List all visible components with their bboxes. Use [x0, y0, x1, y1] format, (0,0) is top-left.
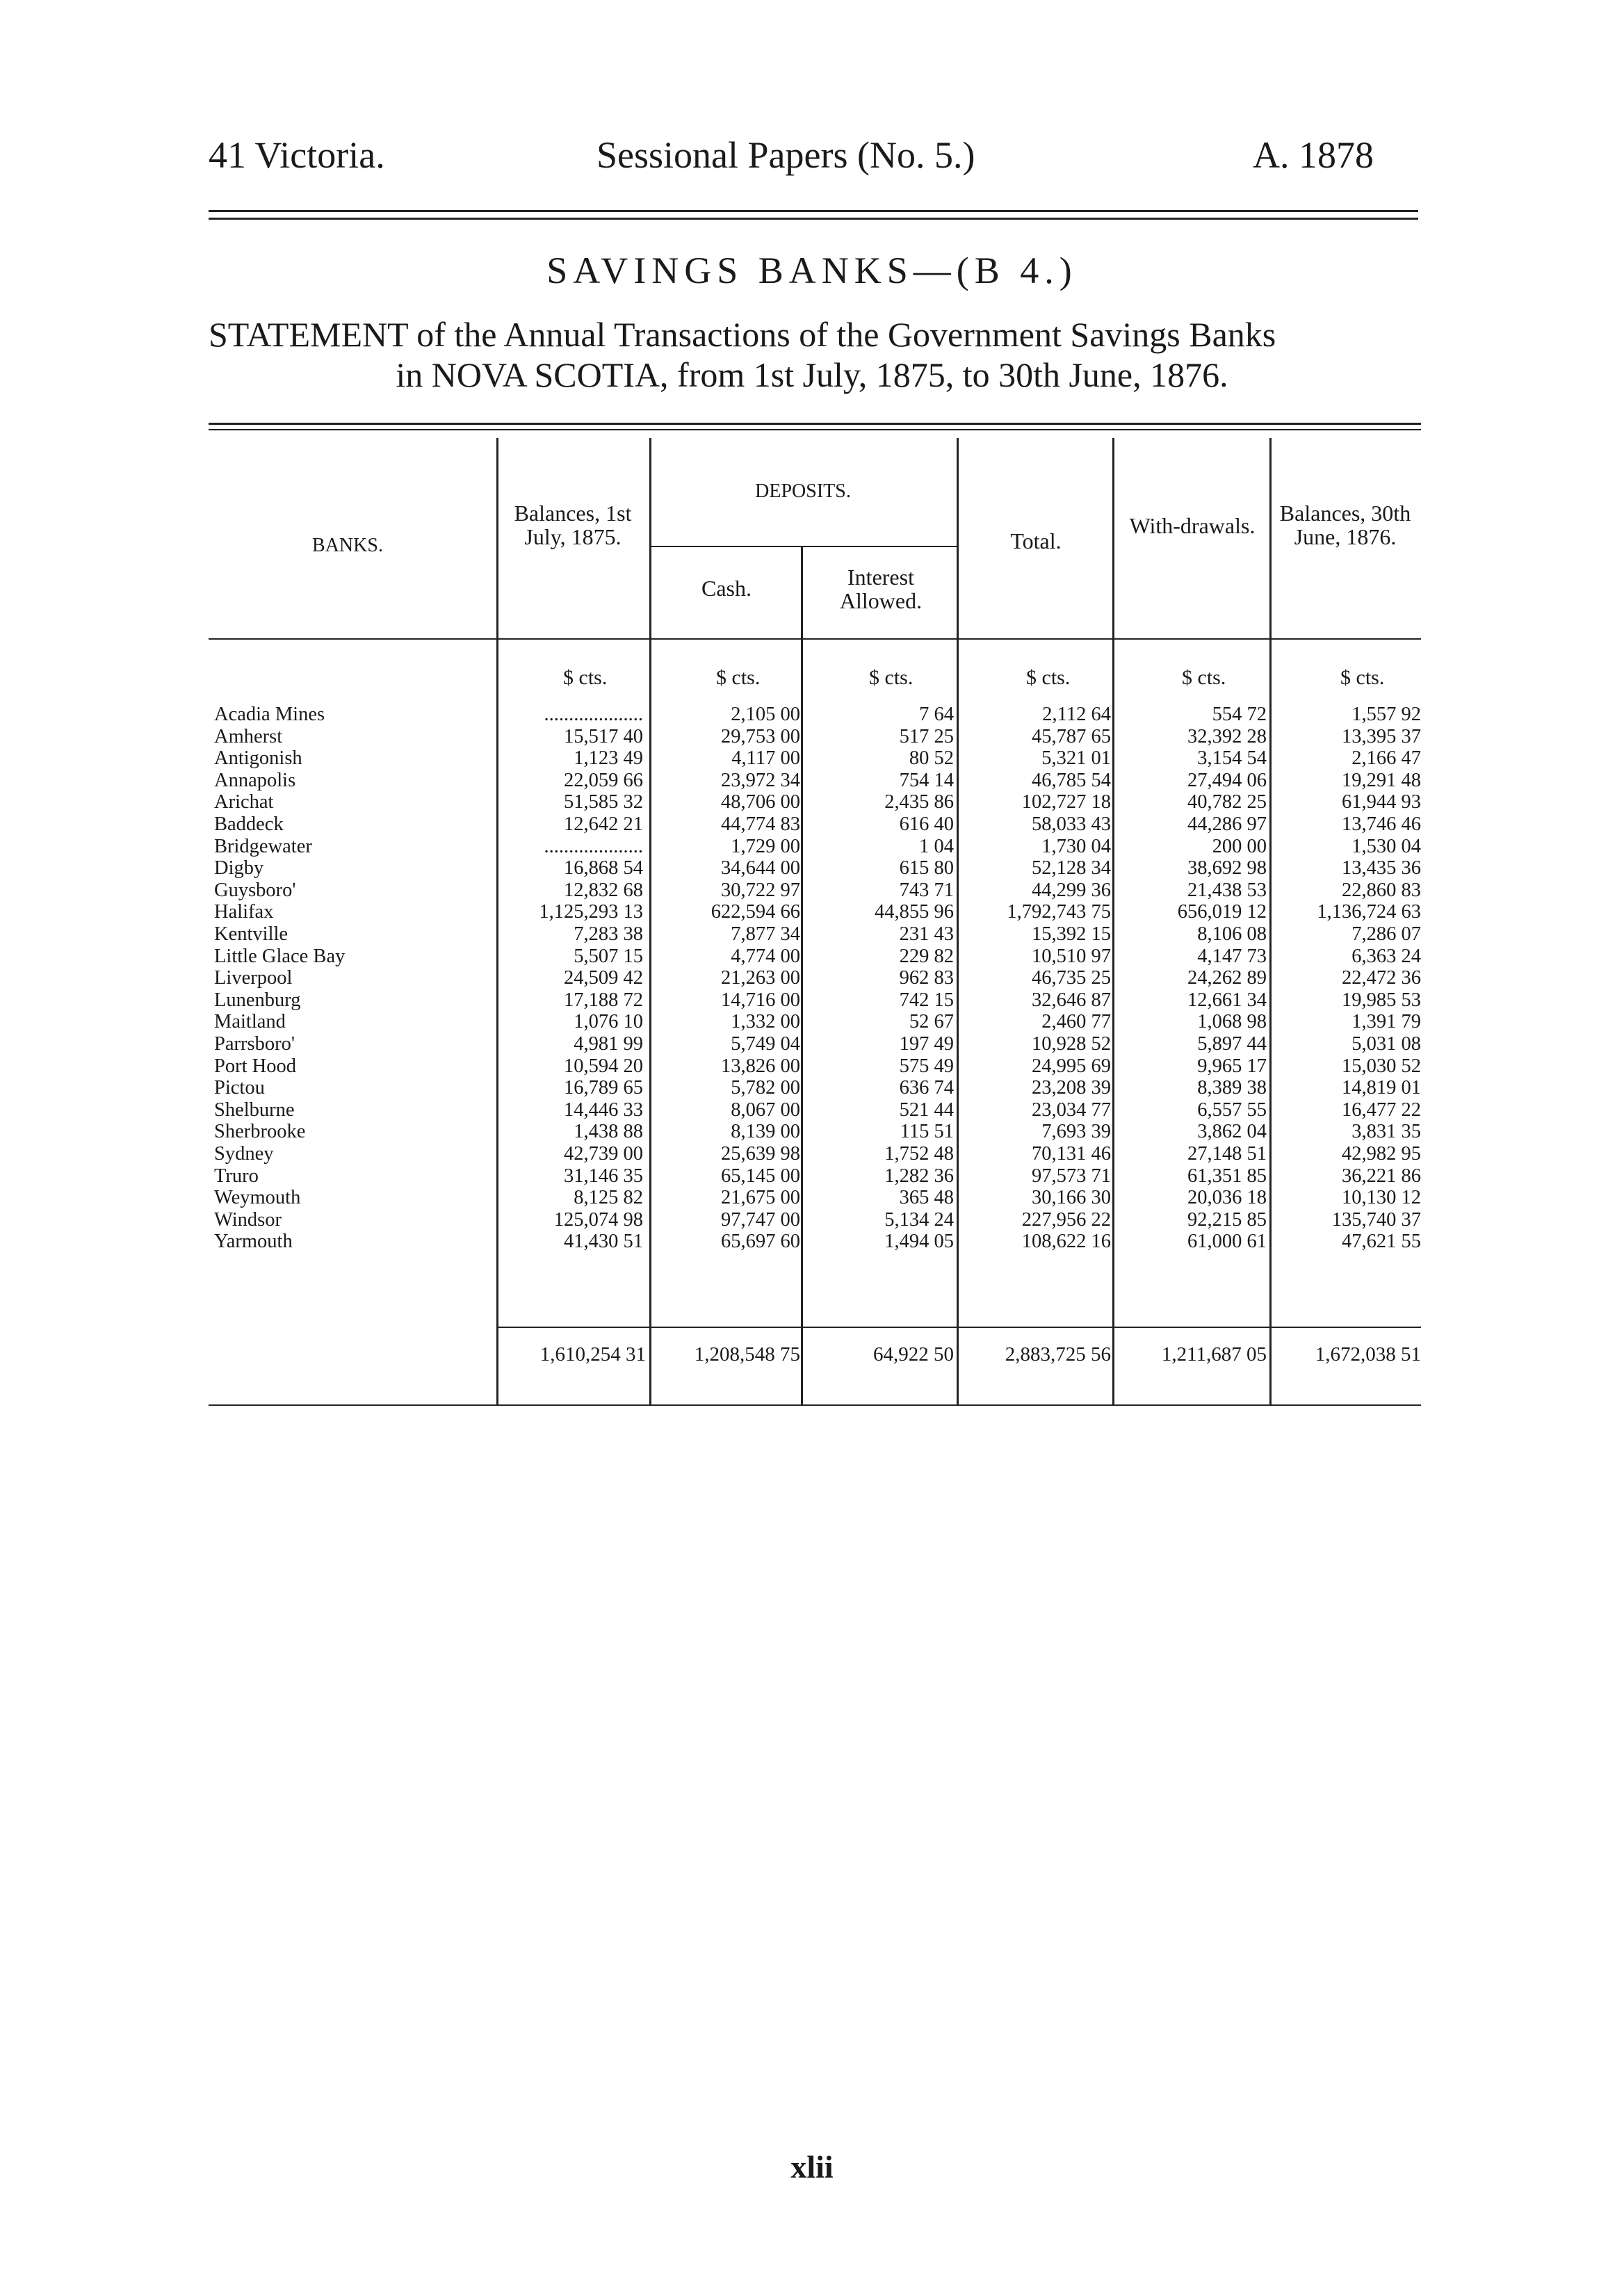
cell-cash: 1,332 00 [731, 1011, 800, 1033]
cell-withdrawals: 4,147 73 [1197, 945, 1267, 967]
table-row [209, 1011, 1421, 1033]
cell-bal-end: 16,477 22 [1342, 1099, 1421, 1121]
header-rule-bottom [209, 218, 1418, 220]
bank-name: Sydney [214, 1143, 274, 1165]
cell-cash: 30,722 97 [721, 879, 800, 901]
cell-bal-start: 1,123 49 [574, 747, 643, 770]
header-total: Total. [1010, 528, 1062, 553]
cell-bal-start: 24,509 42 [564, 967, 643, 989]
cell-cash: 4,774 00 [731, 945, 800, 967]
cell-cash: 5,782 00 [731, 1077, 800, 1099]
bank-name: Acadia Mines [214, 704, 325, 725]
cell-withdrawals: 12,661 34 [1187, 989, 1267, 1011]
table-top-rule-2 [209, 429, 1421, 430]
running-header-center: Sessional Papers (No. 5.) [596, 134, 975, 176]
cell-withdrawals: 21,438 53 [1187, 879, 1267, 901]
cell-bal-end: 13,746 46 [1342, 813, 1421, 835]
statement-line-1: STATEMENT of the Annual Transactions of the Government Savings Banks [209, 315, 1276, 354]
cell-withdrawals: 8,106 08 [1197, 923, 1267, 945]
cell-cash: 21,263 00 [721, 967, 800, 989]
cell-interest: 1,282 36 [884, 1165, 954, 1187]
header-cash: Cash. [701, 576, 752, 601]
cell-total: 70,131 46 [1032, 1143, 1111, 1165]
cell-interest: 44,855 96 [875, 901, 954, 923]
cell-total: 52,128 34 [1032, 857, 1111, 880]
unit-withdrawals: $ cts. [1182, 666, 1226, 689]
statement-line-2: in NOVA SCOTIA, from 1st July, 1875, to 30th June, 1876. [396, 355, 1228, 394]
cell-interest: 1,752 48 [884, 1143, 954, 1165]
cell-total: 30,166 30 [1032, 1187, 1111, 1209]
cell-total: 227,956 22 [1021, 1208, 1111, 1231]
cell-cash: 14,716 00 [721, 989, 800, 1011]
cell-bal-end: 1,530 04 [1351, 835, 1421, 857]
cell-bal-start: 8,125 82 [574, 1187, 643, 1209]
cell-withdrawals: 656,019 12 [1177, 901, 1267, 923]
cell-cash: 8,067 00 [731, 1099, 800, 1121]
bank-name: Sherbrooke [214, 1121, 306, 1143]
cell-bal-end: 19,291 48 [1342, 769, 1421, 791]
cell-bal-start: 10,594 20 [564, 1055, 643, 1077]
cell-total: 58,033 43 [1032, 813, 1111, 835]
cell-total: 24,995 69 [1032, 1055, 1111, 1077]
cell-bal-end: 13,435 36 [1342, 857, 1421, 880]
cell-bal-start: 17,188 72 [564, 989, 643, 1011]
cell-bal-start: 12,832 68 [564, 879, 643, 901]
unit-cash: $ cts. [716, 666, 761, 689]
table-row [209, 923, 1421, 946]
cell-bal-start: 5,507 15 [574, 945, 643, 967]
cell-bal-end: 22,860 83 [1342, 879, 1421, 901]
cell-interest: 1 04 [919, 835, 954, 857]
total-interest: 64,922 50 [873, 1343, 954, 1366]
bank-name: Windsor [214, 1208, 282, 1231]
cell-total: 32,646 87 [1032, 989, 1111, 1011]
cell-cash: 1,729 00 [731, 835, 800, 857]
cell-bal-start: 31,146 35 [564, 1165, 643, 1187]
table-row [209, 770, 1421, 792]
cell-interest: 517 25 [899, 725, 954, 747]
cell-bal-start: 4,981 99 [574, 1033, 643, 1055]
cell-total: 1,792,743 75 [1007, 901, 1111, 923]
bank-name: Yarmouth [214, 1231, 293, 1253]
bank-name: Annapolis [214, 769, 296, 791]
table-title: SAVINGS BANKS—(B 4.) [546, 250, 1078, 291]
cell-total: 23,208 39 [1032, 1077, 1111, 1099]
table-row [209, 1231, 1421, 1253]
table-row [209, 967, 1421, 989]
table-row [209, 946, 1421, 968]
table-row [209, 901, 1421, 923]
bank-name: Antigonish [214, 747, 302, 770]
table-row [209, 1143, 1421, 1165]
bank-name: Amherst [214, 725, 283, 747]
cell-bal-end: 13,395 37 [1342, 725, 1421, 747]
cell-bal-start: 51,585 32 [564, 791, 643, 813]
cell-bal-start: 7,283 38 [574, 923, 643, 945]
cell-bal-end: 22,472 36 [1342, 967, 1421, 989]
cell-bal-end: 47,621 55 [1342, 1231, 1421, 1253]
cell-interest: 616 40 [899, 813, 954, 835]
header-bottom-rule [209, 638, 1421, 640]
cell-bal-end: 135,740 37 [1331, 1208, 1421, 1231]
cell-total: 102,727 18 [1021, 791, 1111, 813]
cell-total: 46,735 25 [1032, 967, 1111, 989]
cell-bal-end: 61,944 93 [1342, 791, 1421, 813]
cell-interest: 754 14 [899, 769, 954, 791]
cell-cash: 44,774 83 [721, 813, 800, 835]
cell-withdrawals: 27,494 06 [1187, 769, 1267, 791]
cell-bal-start: .................... [544, 835, 643, 857]
cell-withdrawals: 40,782 25 [1187, 791, 1267, 813]
cell-cash: 29,753 00 [721, 725, 800, 747]
total-bal-start: 1,610,254 31 [539, 1343, 646, 1366]
cell-bal-end: 2,166 47 [1351, 747, 1421, 770]
cell-interest: 743 71 [899, 879, 954, 901]
cell-total: 2,460 77 [1041, 1011, 1111, 1033]
table-row [209, 1209, 1421, 1231]
cell-total: 15,392 15 [1032, 923, 1111, 945]
cell-bal-start: 14,446 33 [564, 1099, 643, 1121]
cell-withdrawals: 9,965 17 [1197, 1055, 1267, 1077]
cell-cash: 8,139 00 [731, 1121, 800, 1143]
unit-total: $ cts. [1026, 666, 1071, 689]
cell-interest: 115 51 [900, 1121, 954, 1143]
cell-bal-end: 1,136,724 63 [1317, 901, 1421, 923]
cell-total: 108,622 16 [1021, 1231, 1111, 1253]
cell-bal-start: 16,868 54 [564, 857, 643, 880]
cell-withdrawals: 44,286 97 [1187, 813, 1267, 835]
cell-cash: 7,877 34 [731, 923, 800, 945]
bank-name: Weymouth [214, 1187, 301, 1209]
cell-cash: 5,749 04 [731, 1033, 800, 1055]
table-row [209, 1077, 1421, 1099]
cell-total: 10,510 97 [1032, 945, 1111, 967]
cell-bal-end: 36,221 86 [1342, 1165, 1421, 1187]
cell-total: 5,321 01 [1041, 747, 1111, 770]
cell-withdrawals: 8,389 38 [1197, 1077, 1267, 1099]
cell-bal-end: 5,031 08 [1351, 1033, 1421, 1055]
cell-bal-end: 10,130 12 [1342, 1187, 1421, 1209]
cell-cash: 2,105 00 [731, 704, 800, 725]
cell-cash: 34,644 00 [721, 857, 800, 880]
bank-name: Liverpool [214, 967, 293, 989]
total-cash: 1,208,548 75 [694, 1343, 800, 1366]
cell-total: 46,785 54 [1032, 769, 1111, 791]
table-row [209, 1187, 1421, 1209]
table-row [209, 1121, 1421, 1143]
cell-interest: 5,134 24 [884, 1208, 954, 1231]
bank-name: Little Glace Bay [214, 945, 346, 967]
table-row [209, 1099, 1421, 1121]
bank-name: Truro [214, 1165, 259, 1187]
bank-name: Halifax [214, 901, 274, 923]
cell-interest: 742 15 [899, 989, 954, 1011]
header-balances-end: Balances, 30th June, 1876. [1279, 501, 1411, 549]
page-folio: xlii [790, 2149, 834, 2185]
cell-total: 97,573 71 [1032, 1165, 1111, 1187]
bank-name: Parrsboro' [214, 1033, 295, 1055]
cell-withdrawals: 61,000 61 [1187, 1231, 1267, 1253]
cell-interest: 365 48 [899, 1187, 954, 1209]
unit-interest: $ cts. [869, 666, 914, 689]
table-row [209, 726, 1421, 748]
cell-bal-start: 1,438 88 [574, 1121, 643, 1143]
header-rule-top [209, 210, 1418, 212]
cell-interest: 2,435 86 [884, 791, 954, 813]
cell-bal-start: 1,125,293 13 [539, 901, 643, 923]
table-row [209, 836, 1421, 858]
cell-withdrawals: 554 72 [1212, 704, 1267, 725]
cell-total: 1,730 04 [1041, 835, 1111, 857]
cell-withdrawals: 61,351 85 [1187, 1165, 1267, 1187]
cell-interest: 636 74 [899, 1077, 954, 1099]
cell-interest: 52 67 [909, 1011, 954, 1033]
cell-withdrawals: 32,392 28 [1187, 725, 1267, 747]
cell-interest: 521 44 [899, 1099, 954, 1121]
cell-interest: 197 49 [899, 1033, 954, 1055]
table-row [209, 813, 1421, 836]
table-row [209, 857, 1421, 880]
total-bal-end: 1,672,038 51 [1315, 1343, 1421, 1366]
header-banks: BANKS. [312, 535, 383, 556]
cell-total: 23,034 77 [1032, 1099, 1111, 1121]
cell-cash: 4,117 00 [731, 747, 800, 770]
bank-name: Maitland [214, 1011, 286, 1033]
cell-cash: 622,594 66 [710, 901, 800, 923]
cell-cash: 97,747 00 [721, 1208, 800, 1231]
cell-interest: 575 49 [899, 1055, 954, 1077]
cell-cash: 48,706 00 [721, 791, 800, 813]
table-row [209, 1055, 1421, 1078]
cell-bal-start: 16,789 65 [564, 1077, 643, 1099]
bank-name: Guysboro' [214, 879, 296, 901]
table-row [209, 747, 1421, 770]
header-deposits: DEPOSITS. [755, 480, 851, 502]
totals-row [209, 1343, 1421, 1366]
cell-bal-end: 7,286 07 [1351, 923, 1421, 945]
cell-withdrawals: 200 00 [1212, 835, 1267, 857]
table-row [209, 1033, 1421, 1055]
cell-bal-start: .................... [544, 704, 643, 725]
cell-interest: 231 43 [899, 923, 954, 945]
table-row [209, 880, 1421, 902]
cell-withdrawals: 3,154 54 [1197, 747, 1267, 770]
cell-cash: 25,639 98 [721, 1143, 800, 1165]
cell-interest: 80 52 [909, 747, 954, 770]
bank-name: Shelburne [214, 1099, 295, 1121]
cell-bal-start: 42,739 00 [564, 1143, 643, 1165]
bank-name: Port Hood [214, 1055, 296, 1077]
bank-name: Arichat [214, 791, 274, 813]
cell-total: 44,299 36 [1032, 879, 1111, 901]
cell-withdrawals: 92,215 85 [1187, 1208, 1267, 1231]
header-withdrawals: With-drawals. [1129, 513, 1256, 538]
totals-top-rule [496, 1327, 1421, 1328]
cell-bal-end: 42,982 95 [1342, 1143, 1421, 1165]
cell-bal-start: 1,076 10 [574, 1011, 643, 1033]
cell-withdrawals: 6,557 55 [1197, 1099, 1267, 1121]
cell-withdrawals: 24,262 89 [1187, 967, 1267, 989]
deposits-subrule [649, 546, 957, 547]
table-row [209, 989, 1421, 1012]
cell-withdrawals: 3,862 04 [1197, 1121, 1267, 1143]
cell-total: 7,693 39 [1041, 1121, 1111, 1143]
bank-name: Digby [214, 857, 264, 880]
cell-cash: 23,972 34 [721, 769, 800, 791]
table-top-rule [209, 423, 1421, 425]
cell-cash: 65,145 00 [721, 1165, 800, 1187]
cell-bal-end: 6,363 24 [1351, 945, 1421, 967]
cell-bal-start: 22,059 66 [564, 769, 643, 791]
unit-bal-end: $ cts. [1340, 666, 1385, 689]
cell-interest: 1,494 05 [884, 1231, 954, 1253]
table-bottom-rule [209, 1404, 1421, 1406]
running-header-right: A. 1878 [1253, 134, 1374, 176]
cell-interest: 615 80 [899, 857, 954, 880]
cell-bal-end: 1,557 92 [1351, 704, 1421, 725]
cell-total: 45,787 65 [1032, 725, 1111, 747]
cell-withdrawals: 5,897 44 [1197, 1033, 1267, 1055]
bank-name: Pictou [214, 1077, 265, 1099]
cell-withdrawals: 38,692 98 [1187, 857, 1267, 880]
table-row [209, 791, 1421, 813]
running-header-left: 41 Victoria. [209, 134, 385, 176]
cell-bal-end: 14,819 01 [1342, 1077, 1421, 1099]
cell-total: 2,112 64 [1042, 704, 1111, 725]
cell-bal-start: 15,517 40 [564, 725, 643, 747]
cell-cash: 21,675 00 [721, 1187, 800, 1209]
cell-bal-start: 125,074 98 [553, 1208, 643, 1231]
total-total: 2,883,725 56 [1005, 1343, 1111, 1366]
cell-cash: 13,826 00 [721, 1055, 800, 1077]
cell-withdrawals: 1,068 98 [1197, 1011, 1267, 1033]
header-balances-start: Balances, 1st July, 1875. [514, 501, 632, 549]
bank-name: Lunenburg [214, 989, 301, 1011]
bank-name: Kentville [214, 923, 289, 945]
cell-bal-end: 1,391 79 [1351, 1011, 1421, 1033]
bank-name: Baddeck [214, 813, 284, 835]
table-row [209, 1165, 1421, 1188]
cell-bal-start: 12,642 21 [564, 813, 643, 835]
cell-withdrawals: 20,036 18 [1187, 1187, 1267, 1209]
cell-interest: 229 82 [899, 945, 954, 967]
cell-bal-end: 3,831 35 [1351, 1121, 1421, 1143]
cell-interest: 7 64 [919, 704, 954, 725]
cell-cash: 65,697 60 [721, 1231, 800, 1253]
cell-interest: 962 83 [899, 967, 954, 989]
unit-row [209, 666, 1421, 688]
unit-bal-start: $ cts. [563, 666, 608, 689]
cell-total: 10,928 52 [1032, 1033, 1111, 1055]
cell-bal-end: 19,985 53 [1342, 989, 1421, 1011]
table-row [209, 704, 1421, 726]
total-withdrawals: 1,211,687 05 [1161, 1343, 1267, 1366]
cell-bal-end: 15,030 52 [1342, 1055, 1421, 1077]
cell-withdrawals: 27,148 51 [1187, 1143, 1267, 1165]
cell-bal-start: 41,430 51 [564, 1231, 643, 1253]
bank-name: Bridgewater [214, 835, 312, 857]
header-interest: Interest Allowed. [839, 565, 923, 613]
